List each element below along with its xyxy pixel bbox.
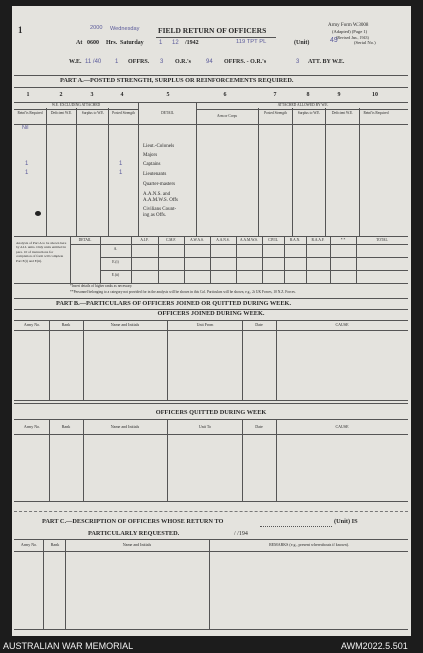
- rule: [196, 109, 408, 110]
- analysis-col-header: DETAIL: [78, 238, 92, 242]
- col-divider: [196, 102, 197, 236]
- part-a-title: PART A.—POSTED STRENGTH, SURPLUS OR REINFORCEMENTS REQUIRED.: [60, 77, 294, 84]
- unit-label: (Unit): [294, 40, 310, 46]
- col-divider: [108, 108, 109, 236]
- offrs-label: OFFRS.: [128, 59, 150, 65]
- col-divider: [258, 108, 259, 236]
- footnote: **Personnel belonging to a category not provided for in the analysis will be shown in this Col. Particulars will be shown, e.g., 2t UK Forces, 10 N.Z. Forces.: [70, 290, 296, 294]
- analysis-row-label: A.: [113, 247, 118, 251]
- table-header: Date: [255, 424, 263, 429]
- table-header: Unit To: [198, 424, 212, 429]
- table-header: Army No.: [23, 424, 41, 429]
- table-header: Army No.: [23, 322, 41, 327]
- joined-title: OFFICERS JOINED DURING WEEK.: [157, 310, 265, 317]
- time-pen-value: 2000: [90, 25, 103, 31]
- revised-note: (Revised Jan., 1943): [336, 35, 369, 40]
- analysis-col-header: R.A.A.F.: [311, 238, 325, 242]
- detail-header: DETAIL: [161, 111, 174, 115]
- rule: [14, 419, 408, 420]
- col-number: 2: [59, 92, 63, 98]
- table-header: REMARKS (e.g., present whereabouts if known).: [269, 542, 349, 547]
- rank-label: A.A.M.W.S. Offs: [143, 198, 179, 203]
- col-number: 8: [306, 92, 310, 98]
- date-month: 12: [172, 40, 179, 46]
- col-header: Surplus to W.E.: [81, 111, 105, 115]
- rule: [14, 629, 408, 630]
- ors-label: O.R.'s: [175, 59, 192, 65]
- rule: [14, 75, 408, 76]
- col-divider: [242, 419, 243, 501]
- col-divider: [167, 419, 168, 501]
- captains-col4-value: 1: [119, 161, 123, 167]
- col-number: 6: [223, 92, 227, 98]
- time-value: 0600: [87, 40, 99, 46]
- archive-footer: [0, 639, 423, 653]
- date-day: 1: [159, 40, 163, 46]
- analysis-col-header: CIVIL: [268, 238, 278, 242]
- rule: [14, 501, 408, 502]
- at-label: At: [76, 40, 83, 46]
- col-divider: [138, 102, 139, 236]
- rule: [14, 434, 408, 435]
- table-header: Date: [255, 322, 263, 327]
- lieutenants-col4-value: 1: [119, 170, 123, 176]
- rule: [14, 400, 408, 401]
- rule: [14, 87, 408, 88]
- quitted-title: OFFICERS QUITTED DURING WEEK: [155, 409, 267, 416]
- rule: [14, 109, 138, 110]
- ors-value: 94: [206, 59, 213, 65]
- day-printed: Saturday: [120, 40, 144, 46]
- col-divider: [49, 419, 50, 501]
- title-underline: [156, 37, 276, 38]
- rank-label: Lieutenants: [143, 172, 167, 177]
- unit-fill-line: [260, 526, 332, 527]
- army-form-number: Army Form W.3008: [328, 23, 369, 28]
- rank-label: ing as Offs.: [143, 213, 167, 218]
- day-pen-value: Wednesday: [110, 26, 140, 32]
- col-divider: [276, 320, 277, 400]
- field-return-form: [12, 6, 411, 636]
- att-header: ATTACHED ALLOWED BY W.E.: [277, 103, 329, 107]
- col-header: Deficient W.E.: [50, 111, 73, 115]
- accession-number: AWM2022.5.501: [341, 641, 408, 651]
- rule: [14, 320, 408, 321]
- col-number: 3: [90, 92, 94, 98]
- col-header: Deficient W.E.: [331, 111, 354, 115]
- col-divider: [242, 320, 243, 400]
- rule: [14, 124, 408, 125]
- table-header: CAUSE: [335, 424, 349, 429]
- serial-label: (Serial No.): [354, 40, 376, 45]
- analysis-col-header: A.A.M.W.S.: [240, 238, 258, 242]
- we-value: 11 /40: [85, 59, 102, 65]
- col-divider: [325, 108, 326, 236]
- lieutenants-col1-value: 1: [25, 170, 29, 176]
- col-header: Surplus to W.E.: [297, 111, 321, 115]
- table-header: Rank: [61, 322, 71, 327]
- unit-value: 119 TPT PL: [236, 39, 267, 45]
- col-header: Posted Strength: [112, 111, 135, 115]
- analysis-row-label: E.(ii): [111, 273, 120, 277]
- table-header: Rank: [61, 424, 71, 429]
- archive-name: AUSTRALIAN WAR MEMORIAL: [3, 641, 134, 651]
- rank-label: Quarter-masters: [143, 182, 176, 187]
- captains-col1-value: 1: [25, 161, 29, 167]
- table-header: Name and Initials: [110, 424, 140, 429]
- analysis-col-header: * *: [340, 238, 346, 242]
- table-header: Name and Initials: [110, 322, 140, 327]
- analysis-row-label: E.(i): [112, 260, 119, 264]
- rule: [14, 551, 408, 552]
- table-header: Unit From: [196, 322, 214, 327]
- analysis-col-header: A.I.F.: [140, 238, 149, 242]
- col-divider: [46, 108, 47, 236]
- rule: [14, 298, 408, 299]
- part-c-title-2: PARTICULARLY REQUESTED.: [88, 530, 180, 537]
- col-number: 7: [273, 92, 277, 98]
- rank-label: Lieut.-Colonels: [143, 144, 175, 149]
- rank-label: Civilians Count-: [143, 207, 177, 212]
- col-number: 10: [372, 92, 378, 98]
- rule: [100, 257, 408, 258]
- analysis-col-header: R.A.N.: [289, 238, 301, 242]
- rule: [14, 403, 408, 404]
- ink-blot-mark: [35, 211, 41, 216]
- col-divider: [359, 108, 360, 236]
- col-header: Reinf'ts Required: [17, 111, 43, 115]
- col-number: 5: [166, 92, 170, 98]
- table-header: Name and Initials: [122, 542, 152, 547]
- col-header: Reinf'ts Required: [363, 111, 389, 115]
- hrs-label: Hrs.: [106, 40, 118, 46]
- offrs-ors-label: OFFRS. - O.R.'s: [224, 59, 267, 65]
- analysis-col-header: C.M.F.: [166, 238, 176, 242]
- col-divider: [209, 539, 210, 629]
- col-number: 9: [337, 92, 341, 98]
- col-divider: [65, 539, 66, 629]
- col-divider: [83, 419, 84, 501]
- part-c-date: / /194: [234, 531, 248, 537]
- rule: [100, 270, 408, 271]
- excl-header: W.E. EXCLUDING ATTACHED: [51, 103, 101, 107]
- col-divider: [292, 108, 293, 236]
- col-divider: [49, 320, 50, 400]
- form-title: FIELD RETURN OF OFFICERS: [158, 26, 267, 35]
- analysis-col-header: TOTAL: [376, 238, 388, 242]
- rank-label: Captains: [143, 162, 161, 167]
- part-c-unit-label: (Unit) IS: [334, 518, 358, 525]
- rule: [14, 539, 408, 540]
- offrs-value: 3: [160, 59, 164, 65]
- year: /1942: [185, 40, 199, 46]
- col-divider: [276, 419, 277, 501]
- col-divider: [76, 108, 77, 236]
- table-header: Rank: [50, 542, 60, 547]
- col-divider: [167, 320, 168, 400]
- we-label: W.E.: [69, 59, 82, 65]
- analysis-note: Analysis of Part A to be shown here by ALL units. Only units entitled in para. 10 of instructions for completion of form will complete Part E(i) and E(ii).: [16, 241, 67, 263]
- table-header: Army No.: [20, 542, 38, 547]
- table-header: CAUSE: [335, 322, 349, 327]
- col-divider: [43, 539, 44, 629]
- serial-value: 49: [330, 37, 338, 44]
- col-header: Posted Strength: [264, 111, 287, 115]
- analysis-col-header: A.W.A.S.: [190, 238, 204, 242]
- att-value: 3: [296, 59, 300, 65]
- col-header: Arm or Corps: [217, 114, 237, 118]
- col-number: 4: [120, 92, 124, 98]
- rule: [70, 244, 408, 245]
- nil-entry: Nil: [22, 125, 29, 131]
- analysis-col-header: A.A.N.S.: [216, 238, 230, 242]
- col-number: 1: [26, 92, 30, 98]
- adapted-note: (Adapted) (Page 1): [332, 29, 368, 34]
- att-label: ATT. BY W.E.: [308, 59, 345, 65]
- col-divider: [83, 320, 84, 400]
- rank-label: Majors: [143, 153, 158, 158]
- part-b-title: PART B.—PARTICULARS OF OFFICERS JOINED OR QUITTED DURING WEEK.: [56, 300, 292, 307]
- we-offrs-value: 1: [115, 59, 119, 65]
- rule: [14, 330, 408, 331]
- rule: [14, 236, 408, 237]
- footnote: *Insert details of higher ranks as necessary.: [70, 284, 133, 288]
- part-c-title: PART C.—DESCRIPTION OF OFFICERS WHOSE RETURN TO: [42, 518, 224, 525]
- rank-label: A.A.N.S. and: [143, 192, 171, 197]
- cut-line: [14, 511, 408, 512]
- page-mark: 1: [18, 25, 23, 35]
